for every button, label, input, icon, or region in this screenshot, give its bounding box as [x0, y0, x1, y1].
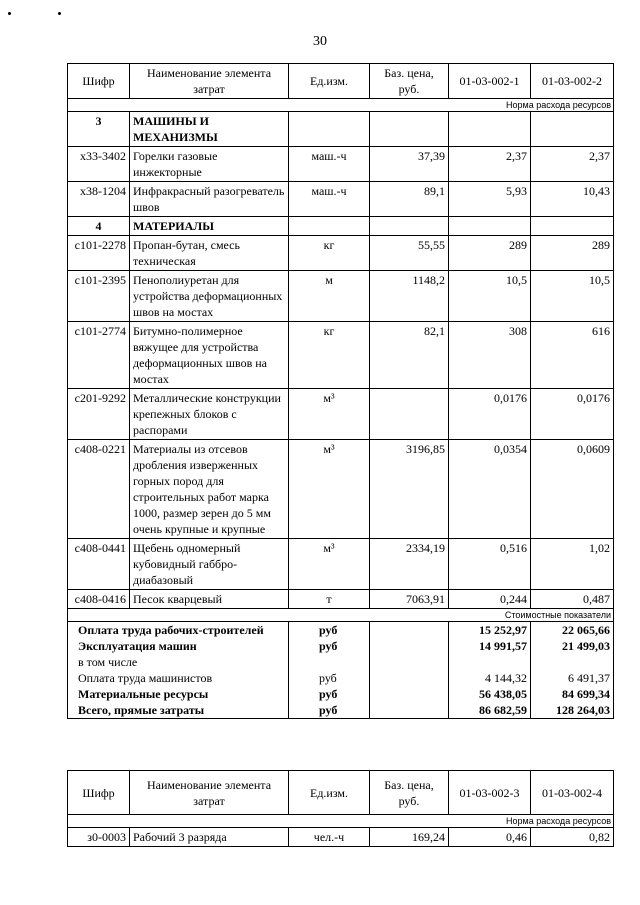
header-code: Шифр [68, 64, 130, 99]
row-unit: кг [289, 322, 370, 389]
row-value-2: 0,487 [531, 590, 614, 609]
row-value-2: 10,5 [531, 271, 614, 322]
summary-value-2 [531, 654, 614, 670]
row-unit: м³ [289, 539, 370, 590]
row-value-1: 0,0354 [449, 440, 531, 539]
header-price: Баз. цена, руб. [370, 771, 449, 815]
row-code: з0-0003 [68, 828, 130, 847]
row-code: х38-1204 [68, 182, 130, 217]
row-price: 89,1 [370, 182, 449, 217]
row-value-1: 308 [449, 322, 531, 389]
row-value-1: 289 [449, 236, 531, 271]
row-value-2: 616 [531, 322, 614, 389]
summary-price-empty [370, 670, 449, 686]
row-unit: чел.-ч [289, 828, 370, 847]
row-code: с408-0441 [68, 539, 130, 590]
row-name: Инфракрасный разогреватель швов [130, 182, 289, 217]
row-code: 4 [68, 217, 130, 236]
summary-row [68, 670, 614, 686]
row-value-2: 1,02 [531, 539, 614, 590]
row-value-2: 0,82 [531, 828, 614, 847]
summary-unit: руб [289, 622, 370, 639]
row-price: 169,24 [370, 828, 449, 847]
summary-price-empty [370, 638, 449, 654]
summary-price-empty [370, 702, 449, 719]
row-price: 1148,2 [370, 271, 449, 322]
table-header [68, 64, 614, 99]
row-name: Пропан-бутан, смесь техническая [130, 236, 289, 271]
table-row [68, 828, 614, 847]
summary-label: в том числе [68, 654, 289, 670]
row-value-2 [531, 112, 614, 147]
row-price: 7063,91 [370, 590, 449, 609]
page-number: 30 [313, 34, 327, 49]
section-row [68, 217, 614, 236]
table-row [68, 271, 614, 322]
scan-mark [8, 12, 11, 15]
row-value-2: 0,0609 [531, 440, 614, 539]
header-col1: 01-03-002-1 [449, 64, 531, 99]
row-value-1: 0,244 [449, 590, 531, 609]
row-unit: кг [289, 236, 370, 271]
row-code: с408-0416 [68, 590, 130, 609]
resource-table-1 [67, 63, 614, 719]
row-name: Щебень одномерный кубовидный габбро-диабазовый [130, 539, 289, 590]
row-value-2: 2,37 [531, 147, 614, 182]
row-unit: м [289, 271, 370, 322]
summary-row [68, 622, 614, 639]
row-code: с408-0221 [68, 440, 130, 539]
header-code: Шифр [68, 771, 130, 815]
row-value-1: 0,46 [449, 828, 531, 847]
summary-value-2: 6 491,37 [531, 670, 614, 686]
table-row [68, 590, 614, 609]
summary-value-2: 84 699,34 [531, 686, 614, 702]
summary-price-empty [370, 686, 449, 702]
row-value-1: 0,516 [449, 539, 531, 590]
norm-row [68, 815, 614, 828]
row-name: МАТЕРИАЛЫ [130, 217, 289, 236]
summary-unit: руб [289, 686, 370, 702]
row-unit [289, 217, 370, 236]
row-code: с101-2395 [68, 271, 130, 322]
header-col2: 01-03-002-2 [531, 64, 614, 99]
table-row [68, 322, 614, 389]
norm-label: Норма расхода ресурсов [68, 815, 614, 828]
table-row [68, 440, 614, 539]
norm-label: Норма расхода ресурсов [68, 99, 614, 112]
norm-row [68, 99, 614, 112]
row-unit: т [289, 590, 370, 609]
summary-value-2: 22 065,66 [531, 622, 614, 639]
row-name: Пенополиуретан для устройства деформационных швов на мостах [130, 271, 289, 322]
row-value-2: 10,43 [531, 182, 614, 217]
row-price: 55,55 [370, 236, 449, 271]
row-name: Рабочий 3 разряда [130, 828, 289, 847]
header-col1: 01-03-002-3 [449, 771, 531, 815]
row-value-1: 2,37 [449, 147, 531, 182]
table-row [68, 539, 614, 590]
header-name: Наименование элемента затрат [130, 771, 289, 815]
row-value-2: 289 [531, 236, 614, 271]
row-price [370, 112, 449, 147]
row-unit: маш.-ч [289, 182, 370, 217]
cost-row [68, 609, 614, 622]
row-unit: м³ [289, 440, 370, 539]
row-unit [289, 112, 370, 147]
row-value-1 [449, 217, 531, 236]
row-price [370, 389, 449, 440]
row-value-1 [449, 112, 531, 147]
row-price [370, 217, 449, 236]
section-row [68, 112, 614, 147]
table-row [68, 182, 614, 217]
table-row [68, 236, 614, 271]
row-name: Горелки газовые инжекторные [130, 147, 289, 182]
summary-label: Эксплуатация машин [68, 638, 289, 654]
row-code: с101-2278 [68, 236, 130, 271]
row-value-2: 0,0176 [531, 389, 614, 440]
row-price: 2334,19 [370, 539, 449, 590]
cost-label: Стоимостные показатели [68, 609, 614, 622]
summary-row [68, 638, 614, 654]
summary-price-empty [370, 622, 449, 639]
summary-row [68, 654, 614, 670]
row-code: х33-3402 [68, 147, 130, 182]
scan-mark [58, 12, 61, 15]
row-name: Металлические конструкции крепежных блоков с распорами [130, 389, 289, 440]
summary-price-empty [370, 654, 449, 670]
row-price: 3196,85 [370, 440, 449, 539]
summary-unit: руб [289, 702, 370, 719]
table-row [68, 147, 614, 182]
row-code: с201-9292 [68, 389, 130, 440]
row-price: 82,1 [370, 322, 449, 389]
row-name: МАШИНЫ И МЕХАНИЗМЫ [130, 112, 289, 147]
summary-unit [289, 654, 370, 670]
header-col2: 01-03-002-4 [531, 771, 614, 815]
summary-row [68, 702, 614, 719]
summary-value-1: 86 682,59 [449, 702, 531, 719]
row-name: Материалы из отсевов дробления изверженных горных пород для строительных работ марка 1000, размер зерен до 5 мм очень крупные и крупные [130, 440, 289, 539]
summary-value-1 [449, 654, 531, 670]
table-row [68, 389, 614, 440]
row-code: 3 [68, 112, 130, 147]
header-unit: Ед.изм. [289, 64, 370, 99]
summary-unit: руб [289, 670, 370, 686]
summary-label: Всего, прямые затраты [68, 702, 289, 719]
table-header [68, 771, 614, 815]
summary-unit: руб [289, 638, 370, 654]
resource-table-2 [67, 770, 614, 847]
summary-value-1: 14 991,57 [449, 638, 531, 654]
row-value-2 [531, 217, 614, 236]
row-name: Песок кварцевый [130, 590, 289, 609]
header-name: Наименование элемента затрат [130, 64, 289, 99]
header-price: Баз. цена, руб. [370, 64, 449, 99]
row-unit: м³ [289, 389, 370, 440]
summary-row [68, 686, 614, 702]
summary-label: Оплата труда машинистов [68, 670, 289, 686]
row-value-1: 5,93 [449, 182, 531, 217]
summary-label: Материальные ресурсы [68, 686, 289, 702]
row-code: с101-2774 [68, 322, 130, 389]
summary-value-2: 21 499,03 [531, 638, 614, 654]
row-name: Битумно-полимерное вяжущее для устройства деформационных швов на мостах [130, 322, 289, 389]
row-price: 37,39 [370, 147, 449, 182]
row-value-1: 10,5 [449, 271, 531, 322]
summary-value-1: 4 144,32 [449, 670, 531, 686]
summary-value-1: 15 252,97 [449, 622, 531, 639]
header-unit: Ед.изм. [289, 771, 370, 815]
summary-value-1: 56 438,05 [449, 686, 531, 702]
summary-label: Оплата труда рабочих-строителей [68, 622, 289, 639]
summary-value-2: 128 264,03 [531, 702, 614, 719]
row-unit: маш.-ч [289, 147, 370, 182]
row-value-1: 0,0176 [449, 389, 531, 440]
